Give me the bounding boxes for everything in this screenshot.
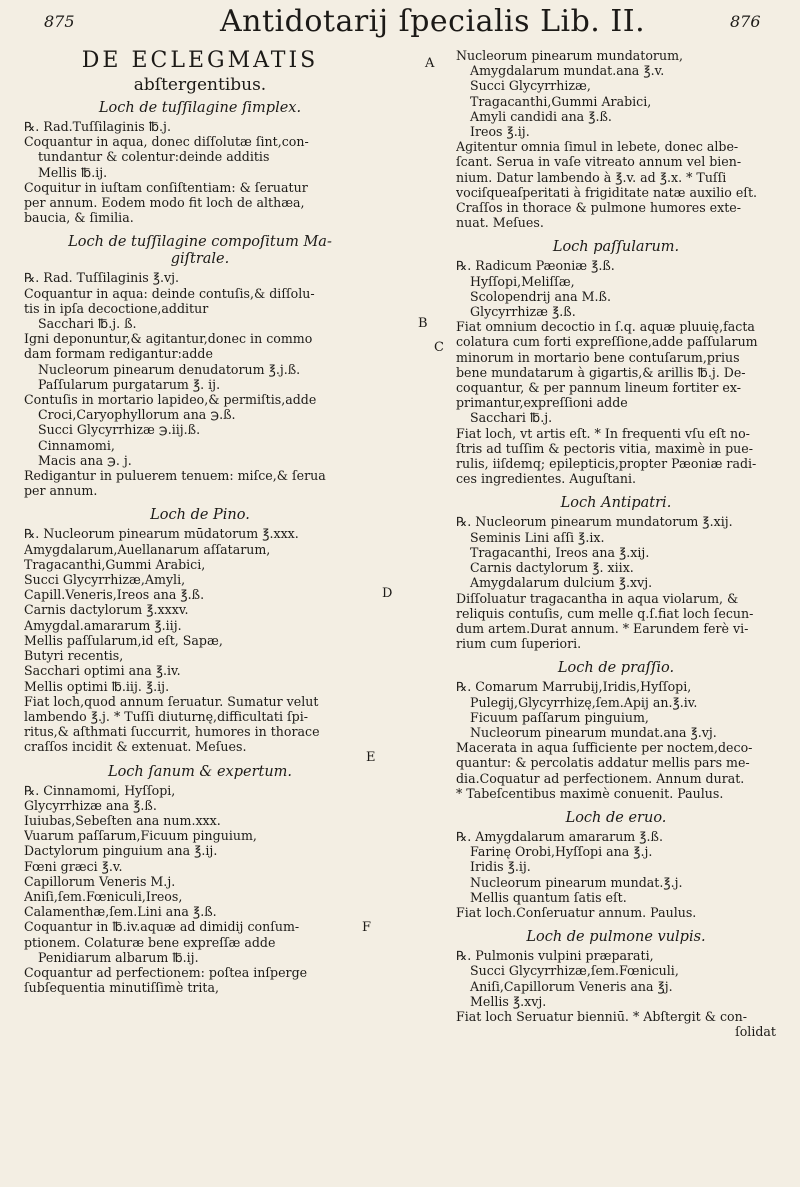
text-line: primantur,expreſſioni adde [456,395,628,411]
recipe-title: Loch de tuſſilagine ſimplex. [98,100,302,116]
text-line: Tragacanthi, Ireos ana ℥.xij. [470,544,650,560]
text-line: Capill.Veneris,Ireos ana ℥.ß. [24,587,205,603]
text-line: Redigantur in puluerem tenuem: miſce,& ſerua [24,468,326,484]
text-line: Nucleorum pinearum denudatorum ℥.j.ß. [38,361,301,377]
text-line: ℞. Rad.Tuſſilaginis ℔.j. [24,119,171,134]
recipe-title: Loch de Pino. [150,507,250,524]
recipe-title: Loch de praſſio. [557,660,675,677]
text-line: Craſſos in thorace & pulmone humores exte- [456,200,741,216]
margin-letter-c: C [434,340,444,355]
text-line: Carnis dactylorum ℥. xiix. [470,560,634,576]
text-line: Fiat loch.Conſeruatur annum. Paulus. [456,904,697,920]
text-line: Nucleorum pinearum mundatorum, [456,48,684,63]
text-line: Capillorum Veneris M.j. [24,873,176,889]
text-line: ℞. Comarum Marrubij,Iridis,Hyſſopi, [456,679,692,695]
text-line: Succi Glycyrrhizæ,ſem.Fœniculi, [470,963,679,979]
text-line: tis in ipſa decoctione,additur [24,300,209,316]
text-line: Dactylorum pinguium ana ℥.ij. [24,843,218,859]
text-line: colatura cum forti expreſſione,adde paſſularum [456,334,758,350]
running-header [0,4,800,50]
recipe-title: Loch Antipatri. [560,495,672,512]
text-line: Succi Glycyrrhizæ ℈.iij.ß. [38,422,201,438]
recipe-title: Loch paſſularum. [552,239,680,256]
margin-letter-b: B [418,316,428,331]
recipe-title: Loch de tuſſilagine compoſitum Ma- [68,234,332,251]
text-line: Sacchari ℔.j. ß. [38,316,137,332]
text-line: Coquantur in aqua: deinde contuſis,& diſſolu- [24,285,315,301]
text-line: per annum. Eodem modo fit loch de althæa, [24,195,305,211]
text-line: Hyſſopi,Meliſſæ, [470,273,575,289]
text-line: dia.Coquatur ad perfectionem. Annum durat. [456,770,745,786]
text-line: minorum in mortario bene contuſarum,prius [456,349,740,365]
text-line: lambendo ℥.j. * Tuſſi diuturnę,difficultati ſpi- [24,708,308,724]
text-line: Fiat loch Seruatur bienniū. * Abſtergit & con- [456,1008,747,1024]
text-line: dam formam redigantur:adde [24,346,213,362]
text-line: Sacchari ℔.j. [470,410,553,426]
chapter-heading: DE ECLEGMATIS [81,48,319,73]
text-line: baucia, & ſimilia. [24,210,134,226]
text-line: Glycyrrhizæ ℥.ß. [470,304,576,320]
margin-letter-d: D [382,586,393,601]
page-number-right: 876 [730,12,761,31]
text-line: Coquantur in ℔.iv.aquæ ad dimidij conſum- [24,919,300,935]
margin-letter-a: A [425,56,435,71]
text-line: Amyli candidi ana ℥.ß. [470,108,612,124]
text-line: Amygdalarum mundat.ana ℥.v. [470,63,665,79]
text-line: ℞. Cinnamomi, Hyſſopi, [24,782,176,798]
text-line: Pulegij,Glycyrrhizę,ſem.Apij an.℥.iv. [470,694,698,710]
running-title: Antidotarij ſpecialis Lib. II. [220,4,646,39]
text-line: * Tabeſcentibus maximè conuenit. Paulus. [456,785,724,801]
text-line: ptionem. Colaturæ bene expreſſæ adde [24,934,276,950]
text-line: Macerata in aqua ſufficiente per noctem,deco- [456,740,753,756]
right-column [456,48,776,1039]
text-line: Agitentur omnia ſimul in lebete, donec albe- [456,139,739,155]
text-line: Farinę Orobi,Hyſſopi ana ℥.j. [470,844,653,860]
text-line: Cinnamomi, [38,437,115,453]
text-line: Nucleorum pinearum mundat.ana ℥.vj. [470,724,717,740]
text-line: ℞. Pulmonis vulpini præparati, [456,948,654,964]
text-line: nuat. Meſues. [456,215,544,231]
text-line: ces ingredientes. Auguſtani. [456,471,637,487]
text-line: rulis, iiſdemq; epilepticis,propter Pæoniæ radi- [456,456,757,472]
text-line: Diſſoluatur tragacantha in aqua violarum, & [456,590,739,606]
text-line: ℞. Nucleorum pinearum mundatorum ℥.xij. [456,514,733,530]
text-line: ſcant. Serua in vaſe vitreato annum vel bien- [456,154,742,170]
text-line: Coquitur in iuſtam conſiſtentiam: & ſeruatur [24,179,308,195]
text-line: ſubſequentia minutiſſimè trita, [24,980,219,996]
text-line: bene mundatarum à gigartis,& arillis ℔.j. De- [456,364,746,380]
text-line: Mellis optimi ℔.iij. ℥.ij. [24,678,170,694]
text-line: Succi Glycyrrhizæ, [470,78,591,94]
left-column [24,48,376,995]
text-line: Paſſularum purgatarum ℥. ij. [38,376,221,392]
recipe-title: Loch ſanum & expertum. [107,763,293,780]
text-line: Iuiubas,Sebeſten ana num.xxx. [24,812,221,828]
text-line: Vuarum paſſarum,Ficuum pinguium, [24,828,257,844]
text-line: Macis ana ℈. j. [38,452,132,468]
text-line: ſtris ad tuſſim & pectoris vitia, maximè in pue- [456,440,753,456]
text-line: Croci,Caryophyllorum ana ℈.ß. [38,407,236,423]
text-line: Ficuum paſſarum pinguium, [470,709,649,725]
text-line: per annum. [24,483,98,499]
text-line: Mellis paſſularum,id eſt, Sapæ, [24,632,223,648]
text-line: Nucleorum pinearum mundat.℥.j. [470,874,683,890]
text-line: Mellis quantum ſatis eſt. [470,889,627,905]
text-line: Amygdalarum dulcium ℥.xvj. [470,575,653,591]
page-number-left: 875 [44,12,75,31]
text-line: quantur: & percolatis addatur mellis pars me- [456,755,750,771]
text-line: Fiat loch,quod annum ſeruatur. Sumatur velut [24,693,319,709]
text-line: Fiat loch, vt artis eſt. * In frequenti vſu eſt no- [456,425,750,441]
text-line: dum artem.Durat annum. * Earundem ferè vi- [456,620,749,636]
text-line: Penidiarum albarum ℔.ij. [38,949,199,965]
text-line: Coquantur in aqua, donec diſſolutæ ſint,con- [24,134,309,150]
text-line: Glycyrrhizæ ana ℥.ß. [24,797,157,813]
text-line: Mellis ℔.ij. [38,164,108,180]
text-line: Amygdal.amararum ℥.iij. [24,617,182,633]
text-line: ℞. Rad. Tuſſilaginis ℥.vj. [24,270,180,286]
text-line: reliquis contuſis, cum melle q.ſ.fiat loch ſecun- [456,605,754,621]
text-line: Seminis Lini aſſi ℥.ix. [470,529,605,545]
text-line: Succi Glycyrrhizæ,Amyli, [24,572,186,588]
text-line: nium. Datur lambendo à ℥.v. ad ℥.x. * Tuſſi [456,169,727,185]
text-line: Coquantur ad perfectionem: poſtea inſperge [24,964,308,980]
text-line: rium cum ſuperiori. [456,636,582,652]
text-line: Fœni græci ℥.v. [24,858,123,874]
text-line: Tragacanthi,Gummi Arabici, [470,93,652,109]
text-line: coquantur, & per pannum lineum fortiter ex- [456,380,741,396]
margin-letter-e: E [366,750,376,765]
text-line: Tragacanthi,Gummi Arabici, [24,556,206,572]
text-line: Iridis ℥.ij. [470,859,531,875]
text-line: vociſqueaſperitati à frigiditate natæ auxilio eſt. [456,184,758,200]
margin-letter-f: F [362,920,372,935]
text-line: Sacchari optimi ana ℥.iv. [24,663,181,679]
text-line: Contuſis in mortario lapideo,& permiſtis,adde [24,392,317,408]
text-line: Calamenthæ,ſem.Lini ana ℥.ß. [24,904,217,920]
text-line: Ireos ℥.ij. [470,124,530,140]
text-line: Igni deponuntur,& agitantur,donec in commo [24,331,313,347]
text-line: Butyri recentis, [24,648,124,664]
text-line: ℞. Amygdalarum amararum ℥.ß. [456,828,663,844]
text-line: tundantur & colentur:deinde additis [38,149,270,165]
text-line: Scolopendrij ana M.ß. [470,288,611,304]
text-line: ſolidat [735,1024,776,1040]
text-line: ℞. Radicum Pæoniæ ℥.ß. [456,258,615,274]
text-line: Mellis ℥.xvj. [470,993,547,1009]
text-line: Amygdalarum,Auellanarum aſſatarum, [24,541,271,557]
recipe-title: Loch de eruo. [565,809,667,826]
text-line: Carnis dactylorum ℥.xxxv. [24,602,189,618]
text-line: Fiat omnium decoctio in ſ.q. aquæ pluuię,facta [456,319,755,335]
text-line: ℞. Nucleorum pinearum mūdatorum ℥.xxx. [24,526,299,542]
chapter-subheading: abſtergentibus. [133,75,267,95]
recipe-title: Loch de pulmone vulpis. [526,929,706,946]
recipe-title-continued: giſtrale. [170,251,230,268]
text-line: craſſos incidit & extenuat. Meſues. [24,739,247,755]
text-line: ritus,& aſthmati ſuccurrit, humores in thorace [24,724,320,740]
text-line: Aniſi,ſem.Fœniculi,Ireos, [24,888,183,904]
text-line: Aniſi,Capillorum Veneris ana ℥j. [470,978,673,994]
